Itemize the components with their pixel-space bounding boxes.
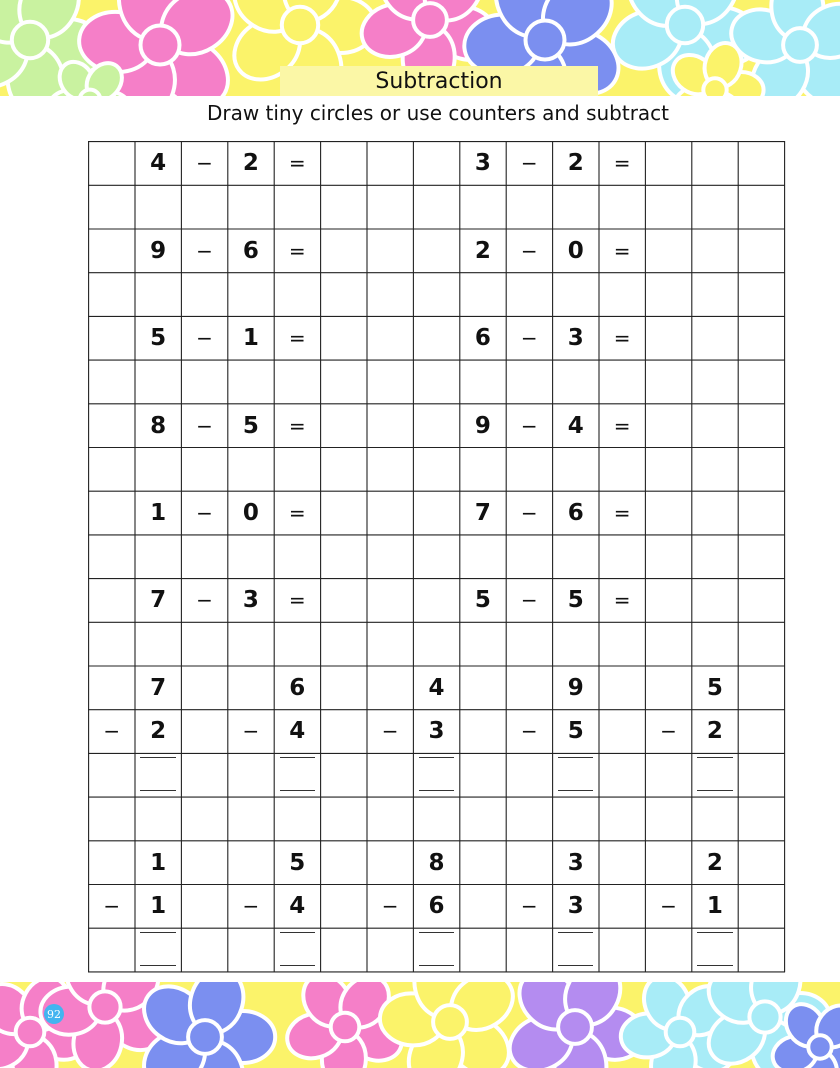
equals-sign: =	[288, 238, 306, 263]
answer-cell[interactable]	[692, 929, 737, 972]
minuend: 8	[150, 412, 167, 439]
grid-cell	[89, 885, 134, 928]
grid-cell	[460, 317, 505, 360]
subtrahend: 6	[242, 237, 259, 264]
answer-rule-top	[140, 932, 175, 933]
equals-sign: =	[613, 238, 631, 263]
grid-cell	[553, 666, 598, 709]
grid-cell	[182, 317, 227, 360]
grid-cell	[507, 404, 552, 447]
answer-rule-bottom	[419, 965, 454, 966]
answer-rule-top	[280, 757, 315, 758]
vertical-minuend: 4	[428, 674, 445, 701]
vertical-minus-sign: −	[520, 719, 538, 744]
vertical-subtrahend: 1	[150, 893, 167, 920]
grid-cell	[275, 317, 320, 360]
equals-sign: =	[613, 588, 631, 613]
answer-rule-top	[697, 932, 732, 933]
flower-pattern-bottom	[0, 982, 840, 1068]
subtrahend: 2	[567, 150, 584, 177]
flower-center	[667, 7, 703, 43]
answer-cell[interactable]	[414, 754, 459, 797]
vertical-minus-sign: −	[660, 894, 677, 919]
minuend: 5	[150, 325, 167, 352]
vertical-minus-sign: −	[103, 719, 121, 744]
answer-rule-bottom	[697, 790, 732, 791]
grid-cell	[367, 710, 412, 753]
grid-cell	[646, 710, 691, 753]
answer-cell[interactable]	[692, 754, 737, 797]
grid-cell	[228, 492, 273, 535]
grid-cell	[135, 579, 180, 622]
page-number-badge	[44, 1004, 64, 1024]
grid-cell	[228, 229, 273, 272]
flower-center	[433, 1005, 467, 1039]
grid-cell	[507, 579, 552, 622]
vertical-subtrahend: 3	[428, 718, 445, 745]
vertical-subtrahend: 2	[150, 718, 167, 745]
grid-cell	[553, 579, 598, 622]
answer-cell[interactable]	[135, 929, 180, 972]
grid-cell	[507, 229, 552, 272]
vertical-minus-sign: −	[381, 894, 399, 919]
minus-sign: −	[520, 238, 538, 263]
grid-cell	[275, 404, 320, 447]
vertical-minus-sign: −	[520, 894, 538, 919]
grid-cell	[135, 492, 180, 535]
grid-cell	[507, 492, 552, 535]
minus-sign: −	[196, 588, 213, 613]
flower-center	[188, 1020, 222, 1054]
subtrahend: 2	[242, 150, 259, 177]
grid-cell	[182, 492, 227, 535]
grid-cell	[135, 404, 180, 447]
grid-cell	[135, 666, 180, 709]
flower-center	[808, 1035, 831, 1058]
minus-sign: −	[196, 326, 213, 351]
grid-cell	[275, 492, 320, 535]
grid-cell	[646, 885, 691, 928]
vertical-minuend: 5	[289, 849, 306, 876]
minuend: 1	[150, 499, 167, 526]
vertical-minus-sign: −	[660, 719, 677, 744]
grid-cell	[182, 404, 227, 447]
minuend: 5	[474, 587, 491, 614]
subtrahend: 4	[567, 412, 584, 439]
grid-cell	[460, 404, 505, 447]
answer-cell[interactable]	[275, 929, 320, 972]
grid-cell	[135, 317, 180, 360]
flower-center	[89, 991, 120, 1022]
grid-cell	[275, 142, 320, 185]
grid-cell	[275, 841, 320, 884]
grid-cell	[228, 579, 273, 622]
grid-cell	[228, 404, 273, 447]
grid-cell	[414, 885, 459, 928]
grid-cell	[599, 142, 644, 185]
answer-cell[interactable]	[553, 754, 598, 797]
equals-sign: =	[288, 326, 306, 351]
minus-sign: −	[520, 413, 538, 438]
equals-sign: =	[288, 151, 306, 176]
answer-cell[interactable]	[553, 929, 598, 972]
grid-cell	[599, 317, 644, 360]
minuend: 7	[150, 587, 167, 614]
subtrahend: 0	[242, 499, 259, 526]
grid-cell	[692, 666, 737, 709]
vertical-minus-sign: −	[103, 894, 121, 919]
equals-sign: =	[288, 588, 306, 613]
flower-border-bottom	[0, 982, 840, 1068]
answer-cell[interactable]	[275, 754, 320, 797]
vertical-minuend: 9	[567, 674, 584, 701]
answer-rule-top	[558, 757, 593, 758]
vertical-minuend: 8	[428, 849, 445, 876]
vertical-subtrahend: 4	[289, 893, 306, 920]
grid-cell	[89, 710, 134, 753]
grid-cell	[182, 142, 227, 185]
grid-cell	[553, 885, 598, 928]
grid-cell	[275, 885, 320, 928]
minus-sign: −	[520, 500, 538, 525]
minuend: 4	[150, 150, 167, 177]
vertical-subtrahend: 5	[567, 718, 584, 745]
grid-cell	[414, 841, 459, 884]
vertical-minus-sign: −	[242, 894, 260, 919]
grid-cell	[692, 885, 737, 928]
minus-sign: −	[520, 151, 538, 176]
answer-rule-top	[140, 757, 175, 758]
minuend: 9	[150, 237, 167, 264]
minuend: 3	[474, 150, 491, 177]
flower-center	[666, 1018, 695, 1047]
equals-sign: =	[613, 326, 631, 351]
grid-cell	[414, 666, 459, 709]
instructions-text: Draw tiny circles or use counters and subtract	[206, 101, 670, 125]
title-banner	[280, 66, 598, 96]
grid-cell	[507, 142, 552, 185]
subtrahend: 5	[242, 412, 259, 439]
equals-sign: =	[288, 500, 306, 525]
grid-cell	[135, 710, 180, 753]
vertical-subtrahend: 1	[706, 893, 723, 920]
flower-center	[413, 3, 447, 37]
flower-center	[749, 1001, 780, 1032]
subtrahend: 5	[567, 587, 584, 614]
subtrahend: 0	[567, 237, 584, 264]
grid-cell	[553, 142, 598, 185]
flower-center	[80, 90, 101, 96]
minus-sign: −	[520, 588, 538, 613]
equals-sign: =	[613, 151, 631, 176]
minus-sign: −	[196, 151, 213, 176]
grid-cell	[553, 317, 598, 360]
grid-cell	[228, 710, 273, 753]
flower-center	[12, 22, 48, 58]
grid-cell	[414, 710, 459, 753]
grid-cell	[135, 885, 180, 928]
flower-center	[703, 78, 726, 96]
grid-cell	[599, 579, 644, 622]
answer-rule-top	[419, 932, 454, 933]
grid-cell	[460, 579, 505, 622]
answer-cell[interactable]	[135, 754, 180, 797]
vertical-subtrahend: 2	[706, 718, 723, 745]
minuend: 9	[474, 412, 491, 439]
grid-cell	[275, 579, 320, 622]
equals-sign: =	[613, 500, 631, 525]
minuend: 7	[474, 499, 491, 526]
grid-cell	[553, 841, 598, 884]
answer-rule-top	[419, 757, 454, 758]
grid-cell	[507, 885, 552, 928]
minus-sign: −	[196, 500, 213, 525]
subtrahend: 1	[242, 325, 259, 352]
minus-sign: −	[196, 413, 213, 438]
flower-center	[16, 1018, 45, 1047]
answer-rule-top	[697, 757, 732, 758]
flower-center	[331, 1013, 360, 1042]
vertical-minuend: 6	[289, 674, 306, 701]
grid-cell	[460, 492, 505, 535]
answer-rule-bottom	[697, 965, 732, 966]
vertical-minuend: 1	[150, 849, 167, 876]
grid-cell	[275, 229, 320, 272]
subtrahend: 3	[242, 587, 259, 614]
grid-cell	[460, 229, 505, 272]
grid-cell	[599, 492, 644, 535]
answer-rule-bottom	[140, 790, 175, 791]
grid-cell	[228, 317, 273, 360]
flower-center	[141, 26, 180, 65]
minus-sign: −	[520, 326, 538, 351]
equals-sign: =	[288, 413, 306, 438]
flower-center	[282, 7, 318, 43]
grid-cell	[135, 142, 180, 185]
minuend: 6	[474, 325, 491, 352]
vertical-minuend: 5	[706, 674, 723, 701]
vertical-minuend: 3	[567, 849, 584, 876]
grid-cell	[599, 404, 644, 447]
grid-cell	[228, 142, 273, 185]
grid-cell	[182, 579, 227, 622]
grid-cell	[367, 885, 412, 928]
vertical-minus-sign: −	[242, 719, 260, 744]
flower-center	[558, 1010, 592, 1044]
grid-cell	[553, 710, 598, 753]
answer-rule-bottom	[558, 790, 593, 791]
vertical-minuend: 7	[150, 674, 167, 701]
grid-cell	[553, 492, 598, 535]
minuend: 2	[474, 237, 491, 264]
grid-cell	[275, 666, 320, 709]
answer-rule-bottom	[558, 965, 593, 966]
vertical-subtrahend: 6	[428, 893, 445, 920]
subtrahend: 6	[567, 499, 584, 526]
grid-cell	[275, 710, 320, 753]
grid-cell	[507, 710, 552, 753]
minus-sign: −	[196, 238, 213, 263]
answer-cell[interactable]	[414, 929, 459, 972]
grid-cell	[135, 229, 180, 272]
equals-sign: =	[613, 413, 631, 438]
grid-cell	[553, 229, 598, 272]
answer-rule-bottom	[419, 790, 454, 791]
grid-cell	[553, 404, 598, 447]
flower-center	[526, 21, 565, 60]
answer-rule-bottom	[280, 790, 315, 791]
grid-cell	[460, 142, 505, 185]
answer-rule-top	[280, 932, 315, 933]
grid-cell	[599, 229, 644, 272]
answer-rule-bottom	[140, 965, 175, 966]
flower-center	[783, 28, 817, 62]
answer-rule-bottom	[280, 965, 315, 966]
grid-cell	[182, 229, 227, 272]
grid-cell	[692, 710, 737, 753]
subtrahend: 3	[567, 325, 584, 352]
grid-cell	[228, 885, 273, 928]
answer-rule-top	[558, 932, 593, 933]
vertical-subtrahend: 4	[289, 718, 306, 745]
grid-cell	[507, 317, 552, 360]
page-title: Subtraction	[375, 68, 503, 94]
vertical-subtrahend: 3	[567, 893, 584, 920]
grid-cell	[692, 841, 737, 884]
grid-cell	[135, 841, 180, 884]
vertical-minuend: 2	[706, 849, 723, 876]
page-number: 92	[47, 1007, 61, 1021]
vertical-minus-sign: −	[381, 719, 399, 744]
